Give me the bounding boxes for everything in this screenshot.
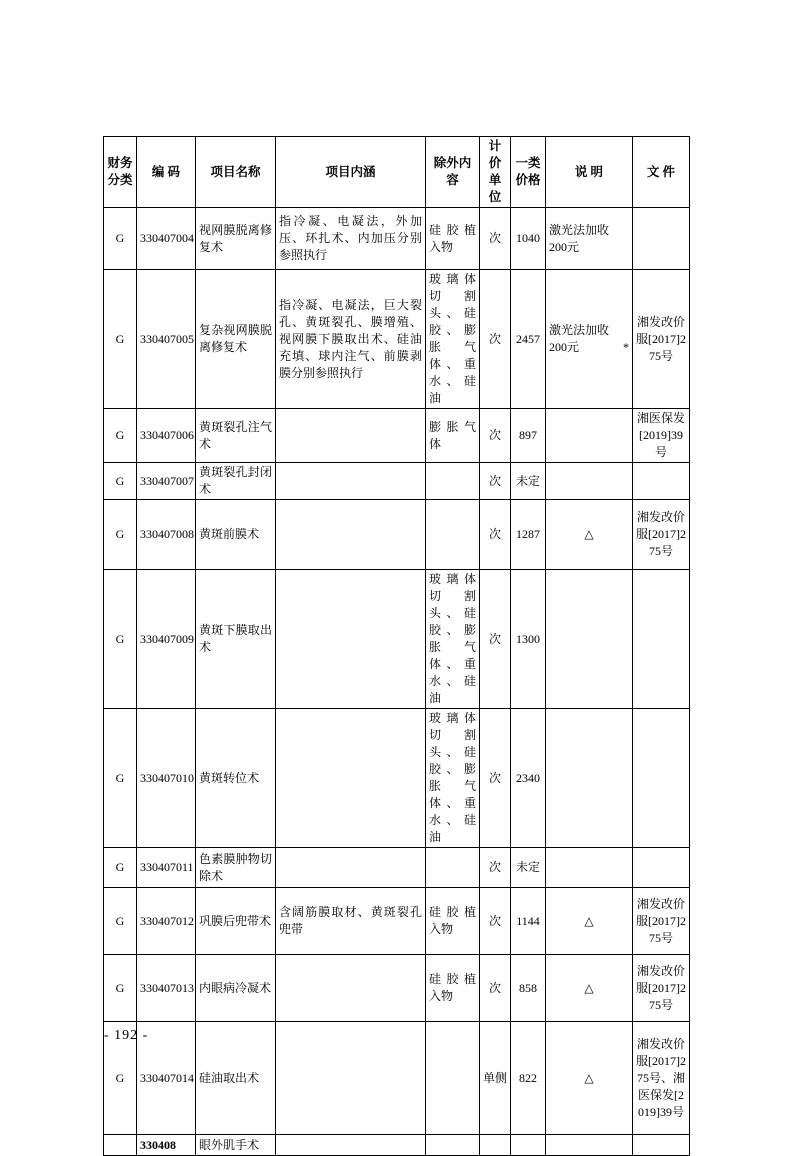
cell-project-name [196,955,276,1022]
cell-excluded-content [426,409,480,463]
cell-class1-price-text: 2340 [516,770,540,785]
cell-pricing-unit [480,888,511,955]
cell-pricing-unit-text: 次 [488,860,501,874]
cell-pricing-unit [480,409,511,463]
cell-code [137,463,196,500]
cell-note [546,570,633,709]
column-header-code: 编 码 [137,137,196,208]
cell-note [546,709,633,848]
cell-project-content [276,463,426,500]
cell-class1-price-text: 1144 [516,913,540,928]
cell-project-name [196,208,276,270]
cell-pricing-unit [480,1135,511,1156]
cell-file [633,500,690,570]
cell-file-text: 湘发改价服[2017]275号 [636,896,686,945]
cell-class1-price [511,848,546,888]
cell-class1-price [511,570,546,709]
cell-note [546,270,633,409]
medical-fee-schedule-table [103,136,690,1156]
cell-project-name [196,848,276,888]
cell-code-text: 330407012 [140,913,194,928]
cell-project-content [276,208,426,270]
cell-financial-classification [104,570,137,709]
cell-excluded-content [426,500,480,570]
cell-project-content [276,1135,426,1156]
column-header-note: 说 明 [546,137,633,208]
cell-note [546,888,633,955]
cell-pricing-unit [480,570,511,709]
cell-pricing-unit [480,1022,511,1135]
cell-pricing-unit-text: 次 [488,913,501,928]
cell-project-name-text: 黄斑前膜术 [199,527,260,541]
cell-financial-classification [104,709,137,848]
cell-note [546,463,633,500]
cell-excluded-content-text: 硅胶植入物 [429,905,476,936]
cell-class1-price-text: 未定 [515,473,540,488]
cell-financial-classification [104,1135,137,1156]
cell-project-name [196,1135,276,1156]
cell-pricing-unit-text: 次 [488,631,501,646]
cell-excluded-content-text: 硅胶植入物 [429,222,476,254]
cell-pricing-unit [480,848,511,888]
cell-class1-price-text: 822 [519,1070,537,1085]
cell-excluded-content-text: 玻璃体切割头、硅胶、膨胀气体、重水、硅油 [429,572,476,705]
cell-excluded-content [426,463,480,500]
cell-note [546,848,633,888]
cell-class1-price [511,270,546,409]
page-number: - 192 - [104,1028,149,1043]
cell-project-name-text: 巩膜后兜带术 [199,913,272,928]
table-row [104,463,690,500]
column-header-project-name: 项目名称 [196,137,276,208]
cell-file [633,848,690,888]
cell-project-content [276,1022,426,1135]
cell-pricing-unit [480,270,511,409]
cell-financial-classification-text: G [115,980,125,995]
cell-project-name [196,709,276,848]
cell-excluded-content [426,1135,480,1156]
cell-code-text: 330407006 [140,428,194,442]
cell-project-content [276,409,426,463]
cell-pricing-unit-text: 次 [488,527,501,541]
cell-financial-classification-text: G [115,331,125,346]
cell-project-name [196,500,276,570]
cell-note-text: 激光法加收 200元 [549,222,610,254]
cell-file [633,1135,690,1156]
table-row [104,570,690,709]
cell-code [137,409,196,463]
cell-class1-price [511,208,546,270]
cell-file-text: 湘发改价服[2017]275号 [636,314,686,363]
cell-code-text: 330407010 [140,770,194,785]
column-header-pricing-unit: 计价单位 [480,137,511,208]
cell-note-text: △ [584,913,594,928]
cell-file [633,208,690,270]
table-row [104,709,690,848]
cell-pricing-unit [480,208,511,270]
cell-project-name-text: 黄斑下膜取出术 [199,623,272,654]
cell-note [546,409,633,463]
cell-project-name [196,463,276,500]
cell-financial-classification-text: G [115,770,125,785]
cell-class1-price [511,463,546,500]
cell-pricing-unit-text: 次 [488,980,501,995]
column-header-excluded-content: 除外内容 [426,137,480,208]
cell-code [137,888,196,955]
cell-pricing-unit [480,463,511,500]
cell-excluded-content-text: 玻璃体切割头、硅胶、膨胀气体、重水、硅油 [429,272,476,405]
cell-class1-price [511,709,546,848]
table-body [104,208,690,1156]
cell-project-content [276,270,426,409]
cell-project-name-text: 黄斑转位术 [199,770,260,785]
table-row [104,888,690,955]
cell-class1-price [511,409,546,463]
cell-project-name [196,270,276,409]
cell-project-content-text: 指冷凝、电凝法，巨大裂孔、黄斑裂孔、膜增殖、视网膜下膜取出术、硅油充填、球内注气、前膜剥膜分别参照执行 [279,297,422,380]
cell-file [633,463,690,500]
cell-code [137,1135,196,1156]
cell-note [546,208,633,270]
table-row [104,500,690,570]
cell-project-content [276,848,426,888]
cell-project-name-text: 视网膜脱离修复术 [199,222,272,254]
table-row [104,1135,690,1156]
cell-file [633,888,690,955]
cell-financial-classification [104,500,137,570]
cell-file-text: 湘医保发[2019]39号 [636,411,685,459]
cell-project-content-text: 含阔筋膜取材、黄斑裂孔兜带 [279,905,422,936]
cell-class1-price [511,1022,546,1135]
cell-excluded-content [426,955,480,1022]
cell-code-text: 330408 [140,1137,176,1152]
cell-pricing-unit-text: 次 [488,231,501,245]
cell-project-name-text: 硅油取出术 [199,1070,260,1085]
cell-note [546,1022,633,1135]
cell-code-text: 330407004 [140,231,194,245]
cell-excluded-content [426,1022,480,1135]
cell-note [546,1135,633,1156]
cell-code [137,270,196,409]
cell-excluded-content-text: 玻璃体切割头、硅胶、膨胀气体、重水、硅油 [429,711,476,844]
cell-pricing-unit [480,500,511,570]
cell-pricing-unit-text: 次 [488,331,501,346]
table-row [104,409,690,463]
cell-excluded-content [426,208,480,270]
cell-project-name-text: 黄斑裂孔封闭术 [199,465,272,496]
cell-note-text: 激光法加收 200元 [549,323,610,354]
cell-code-text: 330407009 [140,631,194,646]
table-row [104,955,690,1022]
cell-excluded-content-text: 硅胶植入物 [429,972,476,1003]
cell-class1-price-text: 未定 [515,860,540,874]
column-header-financial-classification: 财务分类 [104,137,137,208]
cell-project-name [196,1022,276,1135]
cell-code-text: 330407008 [140,527,194,541]
cell-code [137,570,196,709]
cell-project-name-text: 内眼病冷凝术 [199,980,272,995]
cell-class1-price-text: 1300 [516,631,540,646]
cell-financial-classification-text: G [115,860,125,874]
column-header-file: 文 件 [633,137,690,208]
cell-file [633,955,690,1022]
cell-class1-price-text: 858 [519,980,537,995]
table-row [104,848,690,888]
cell-financial-classification [104,270,137,409]
cell-financial-classification-text: G [115,631,125,646]
cell-class1-price-text: 1287 [516,527,540,541]
cell-class1-price-text: 1040 [516,231,540,245]
cell-file [633,270,690,409]
cell-file-text: 湘发改价服[2017]275号 [636,510,686,558]
cell-class1-price-text: 897 [519,428,537,442]
cell-code-text: 330407014 [140,1070,194,1085]
cell-code-text: 330407007 [140,473,194,488]
cell-note [546,500,633,570]
cell-project-name-text: 色素膜肿物切除术 [199,851,272,883]
table-row [104,208,690,270]
cell-financial-classification [104,409,137,463]
cell-financial-classification-text: G [115,428,125,442]
cell-financial-classification-text: G [115,527,125,541]
cell-project-content-text: 指冷凝、电凝法，外加压、环扎术、内加压分别参照执行 [279,214,422,262]
cell-code [137,848,196,888]
cell-note [546,955,633,1022]
cell-excluded-content [426,709,480,848]
cell-excluded-content [426,570,480,709]
column-header-class1-price: 一类价格 [511,137,546,208]
cell-project-name-text: 黄斑裂孔注气术 [199,419,272,451]
cell-project-content [276,500,426,570]
cell-pricing-unit [480,709,511,848]
cell-project-name [196,409,276,463]
table-row [104,1022,690,1135]
cell-excluded-content [426,848,480,888]
cell-file [633,709,690,848]
cell-financial-classification [104,463,137,500]
cell-project-name-text: 复杂视网膜脱离修复术 [199,323,272,354]
cell-project-content [276,888,426,955]
cell-code-text: 330407011 [140,860,194,874]
cell-code-text: 330407013 [140,980,194,995]
cell-financial-classification-text: G [115,473,125,488]
cell-financial-classification-text: G [115,1070,125,1085]
cell-note-text: △ [584,527,594,541]
cell-financial-classification-text: G [115,913,125,928]
cell-code [137,709,196,848]
table-row [104,270,690,409]
cell-financial-classification [104,888,137,955]
cell-project-name [196,570,276,709]
cell-class1-price [511,500,546,570]
cell-excluded-content-text: 膨胀气体 [429,419,476,451]
cell-project-name [196,888,276,955]
cell-note-text: △ [584,980,594,995]
cell-pricing-unit-text: 单侧 [483,1070,508,1085]
cell-file [633,570,690,709]
cell-code [137,955,196,1022]
cell-class1-price [511,888,546,955]
cell-file [633,1022,690,1135]
cell-class1-price-text: 2457 [516,331,540,346]
cell-pricing-unit-text: 次 [488,473,501,488]
cell-note-text: △ [584,1070,594,1085]
cell-file [633,409,690,463]
cell-pricing-unit [480,955,511,1022]
cell-file-text: 湘发改价服[2017]275号 [636,963,686,1012]
cell-financial-classification [104,955,137,1022]
cell-excluded-content [426,270,480,409]
cell-code [137,208,196,270]
cell-pricing-unit-text: 次 [488,428,501,442]
table-header-row [104,137,690,208]
cell-project-content [276,570,426,709]
cell-project-content [276,955,426,1022]
cell-file-text: 湘发改价服[2017]275号、湘医保发[2019]39号 [636,1036,686,1119]
column-header-project-content: 项目内涵 [276,137,426,208]
cell-financial-classification-text: G [115,231,125,245]
cell-class1-price [511,1135,546,1156]
cell-code [137,500,196,570]
cell-financial-classification [104,848,137,888]
asterisk-mark: * [623,340,629,354]
cell-code-text: 330407005 [140,331,194,346]
cell-financial-classification [104,208,137,270]
cell-project-content [276,709,426,848]
cell-pricing-unit-text: 次 [488,770,501,785]
cell-project-name-text: 眼外肌手术 [199,1137,260,1152]
cell-excluded-content [426,888,480,955]
cell-class1-price [511,955,546,1022]
